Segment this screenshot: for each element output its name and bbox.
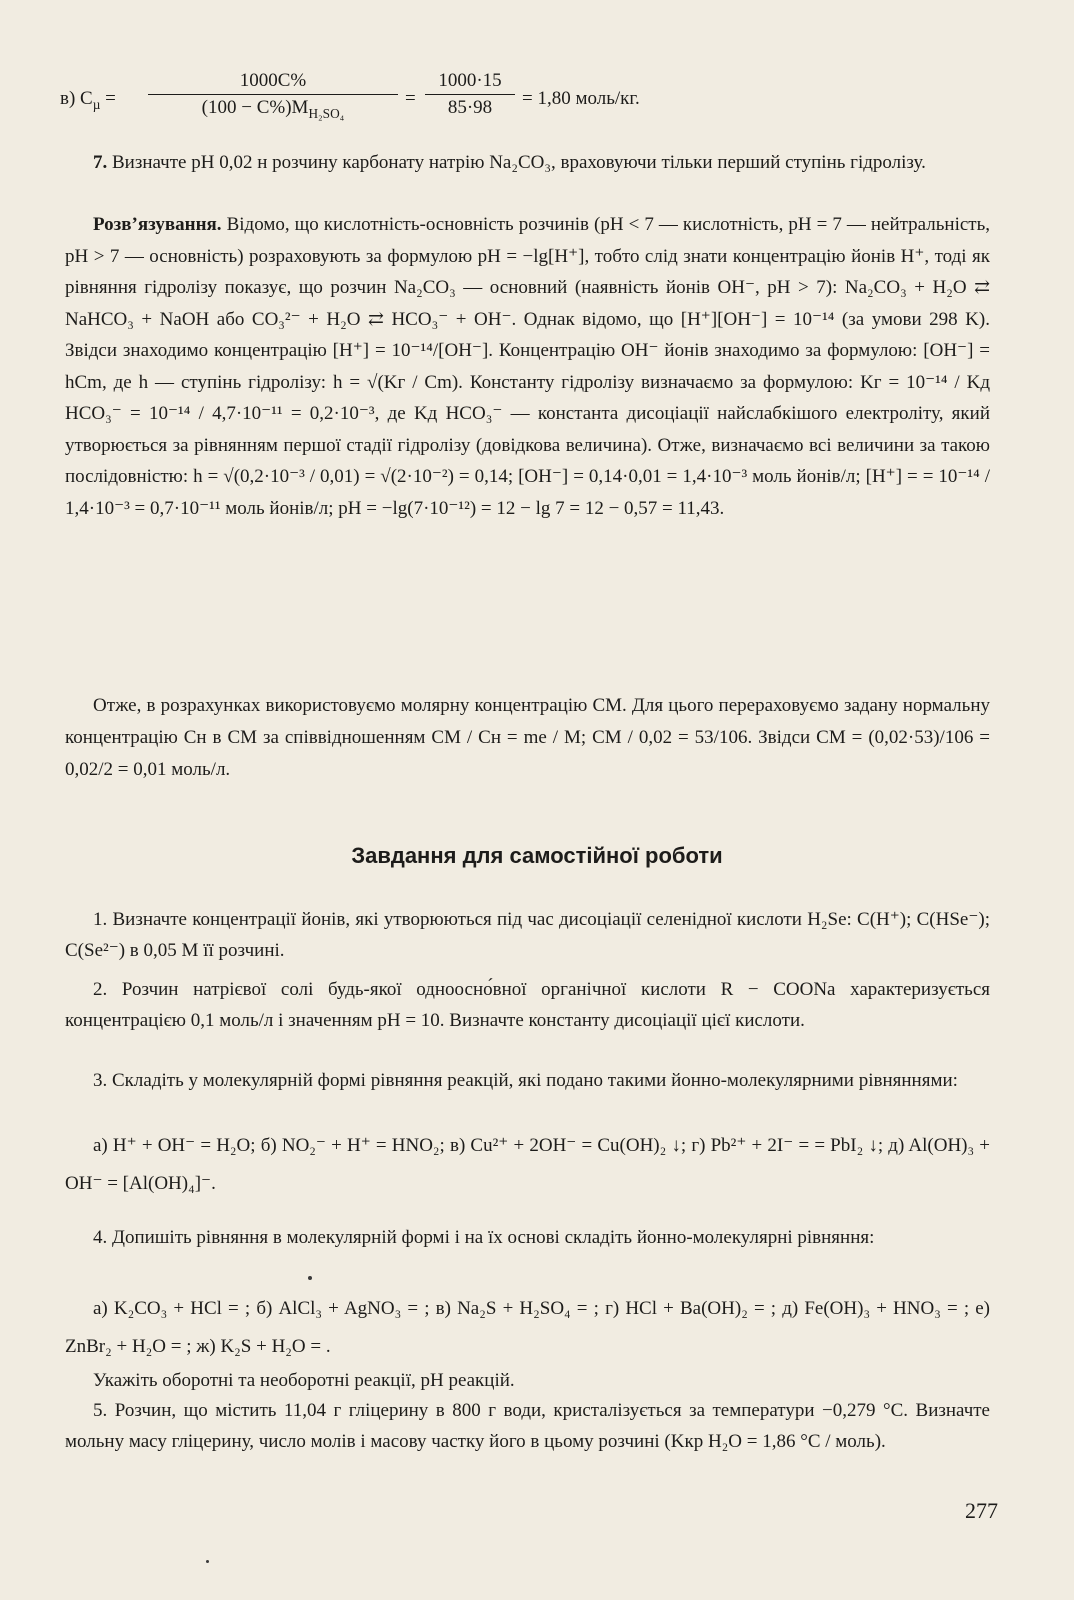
task-7-number: 7. [93, 152, 108, 173]
fraction-1-numerator: 1000C% [148, 70, 398, 95]
task-3-equations: а) H⁺ + OH⁻ = H₂O; б) NO₂⁻ + H⁺ = HNO₂; в) Cu²⁺ + 2OH⁻ = Cu(OH)₂ ↓; г) Pb²⁺ + 2I⁻ = = PbI₂ ↓; д) Al(OH)₃ + OH⁻ = [Al(OH)₄]⁻. [65, 1135, 990, 1194]
page-number: 277 [965, 1498, 998, 1523]
formula-v: в) $C_\mu$ = $\frac{1000C\%}{(100 - C\%)M_{H_2SO_4}}$ = $\frac{1000\cdot 15}{85\cdot 98}$ = 1,80 моль/кг. [60, 70, 640, 121]
fraction-2-denominator: 85·98 [447, 97, 493, 118]
task-7-text: Визначте pH 0,02 н розчину карбонату натрію Na₂CO₃, враховуючи тільки перший ступінь гідролізу. [112, 152, 926, 173]
solution-paragraph-2 [65, 690, 990, 786]
fraction-2-numerator: 1000·15 [425, 70, 515, 95]
task-4-note: Укажіть оборотні та необоротні реакції, pH реакцій. [93, 1370, 515, 1391]
task-4: 4. Допишіть рівняння в молекулярній формі і на їх основі складіть йонно-молекулярні рівняння: [93, 1227, 875, 1248]
solution-lead: Розв’язування. [93, 214, 222, 235]
task-5: 5. Розчин, що містить 11,04 г гліцерину в 800 г води, кристалізується за температури −0,279 °C. Визначте мольну масу гліцерину, число молів і масову частку його в цьому розчині (Kкр H₂O = 1,86 °C / моль). [65, 1400, 990, 1452]
fraction-2 [425, 70, 515, 119]
solution-text: Відомо, що кислотність-основність розчинів (pH < 7 — кислотність, pH = 7 — нейтральність, pH > 7 — основність) розраховують за формулою pH = −lg[H⁺], тобто слід знати концентрацію йонів H⁺, тоді як рівняння гідролізу показує, що розчин Na₂CO₃ — основний (наявність йонів OH⁻, pH > 7): Na₂CO₃ + H₂O ⇄ NaHCO₃ + NaOH або CO₃²⁻ + H₂O ⇄ HCO₃⁻ + OH⁻. Однак відомо, що [H⁺][OH⁻] = 10⁻¹⁴ (за умови 298 K). Звідси знаходимо концентрацію [H⁺] = 10⁻¹⁴/[OH⁻]. Концентрацію OH⁻ йонів знаходимо за формулою: [OH⁻] = hCm, де h — ступінь гідролізу: h = √(Kг / Cm). Константу гідролізу визначаємо за формулою: Kг = 10⁻¹⁴ / Kд HCO₃⁻ = 10⁻¹⁴ / 4,7·10⁻¹¹ = 0,2·10⁻³, де Kд HCO₃⁻ — константа дисоціації найслабкішого електроліту, який утворюється за рівнянням першої стадії гідролізу (довідкова величина). Отже, визначаємо всі величини за такою послідовністю: h = √(0,2·10⁻³ / 0,01) = √(2·10⁻²) = 0,14; [OH⁻] = 0,14·0,01 = 1,4·10⁻³ моль йонів/л; [H⁺] = = 10⁻¹⁴ / 1,4·10⁻³ = 0,7·10⁻¹¹ моль йонів/л; pH = −lg(7·10⁻¹²) = 12 − lg 7 = 12 − 0,57 = 11,43. [65, 214, 991, 519]
formula-label: в) $C_\mu$ = [60, 88, 116, 112]
task-2: 2. Розчин натрієвої солі будь-якої одноосно́вної органічної кислоти R − COONa характеризується концентрацією 0,1 моль/л і значенням pH = 10. Визначте константу дисоціації цієї кислоти. [65, 979, 990, 1031]
fraction-1 [148, 70, 398, 119]
formula-result: = 1,80 моль/кг. [522, 88, 640, 109]
fraction-1-denominator: $(100 - C\%)M_{H_2SO_4}$ [201, 97, 345, 121]
solution-paragraph [65, 209, 990, 524]
task-7 [65, 148, 990, 179]
task-1: 1. Визначте концентрації йонів, які утворюються під час дисоціації селенідної кислоти H₂Se: C(H⁺); C(HSe⁻); C(Se²⁻) в 0,05 M її розчині. [65, 909, 990, 961]
solution-text-2: Отже, в розрахунках використовуємо молярну концентрацію CM. Для цього перераховуємо задану нормальну концентрацію Cн в CM за співвідношенням CM / Cн = mе / M; CM / 0,02 = 53/106. Звідси CM = (0,02·53)/106 = 0,02/2 = 0,01 моль/л. [65, 695, 990, 780]
scan-speck [308, 1276, 312, 1280]
task-3: 3. Складіть у молекулярній формі рівняння реакцій, які подано такими йонно-молекулярними рівняннями: [93, 1070, 958, 1091]
scan-speck [206, 1560, 209, 1563]
task-4-equations: а) K₂CO₃ + HCl = ; б) AlCl₃ + AgNO₃ = ; в) Na₂S + H₂SO₄ = ; г) HCl + Ba(OH)₂ = ; д) Fe(OH)₃ + HNO₃ = ; е) ZnBr₂ + H₂O = ; ж) K₂S + H₂O = . [65, 1298, 990, 1357]
section-heading: Завдання для самостійної роботи [351, 843, 723, 868]
